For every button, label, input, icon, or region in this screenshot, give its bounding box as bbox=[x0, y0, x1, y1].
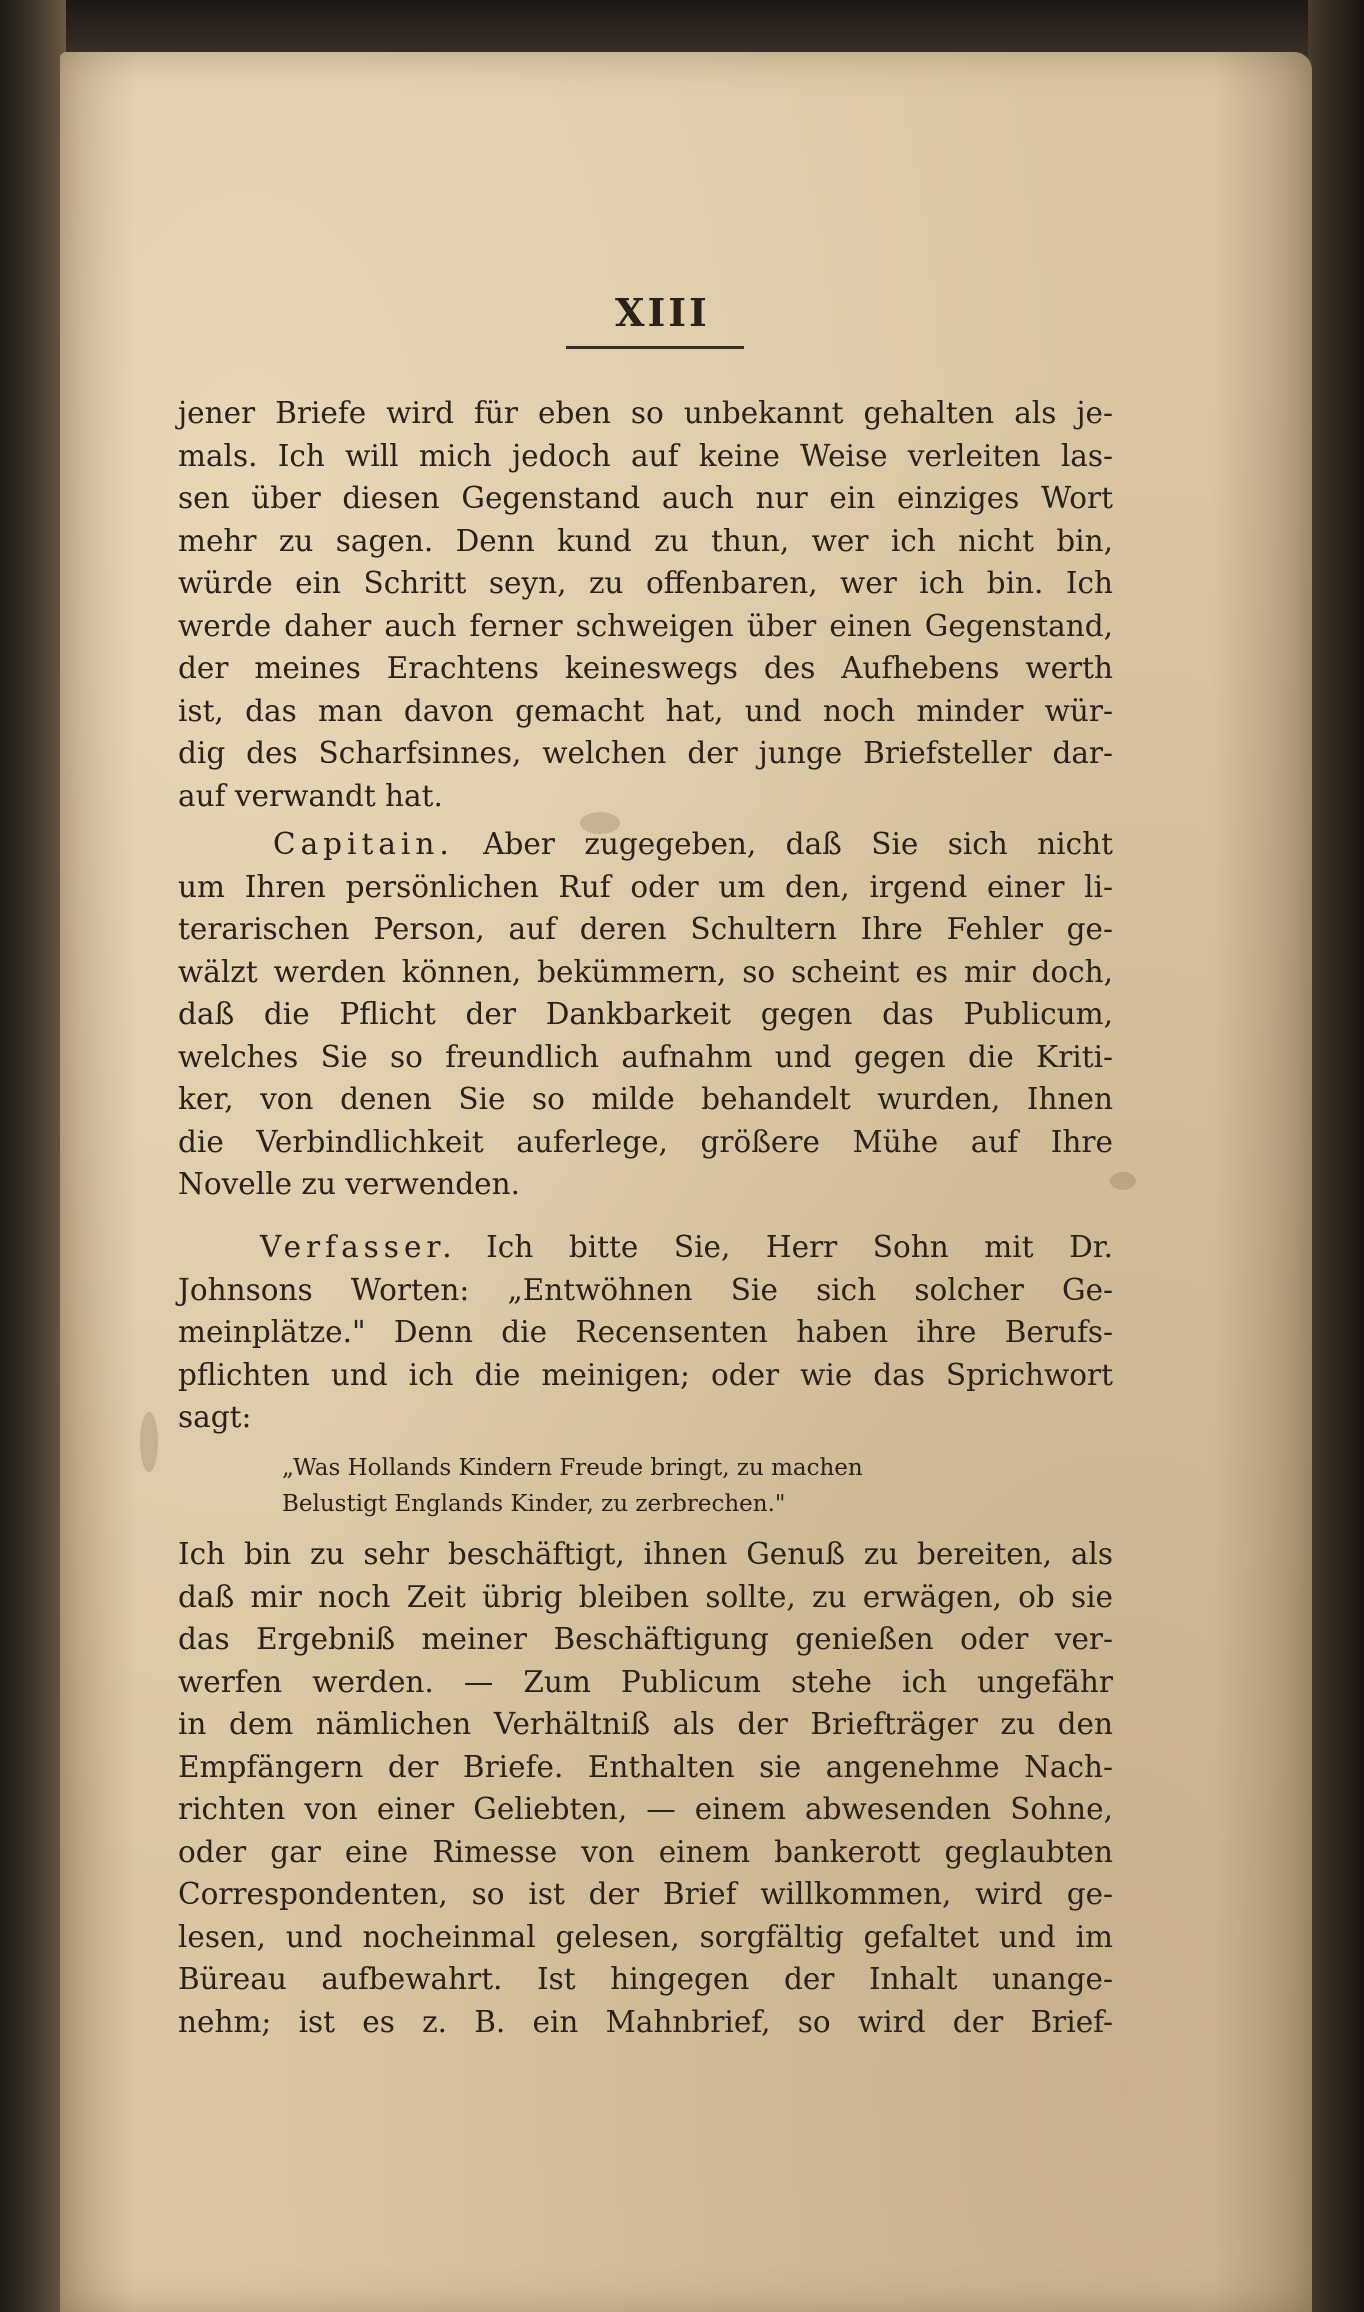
book-binding-left bbox=[0, 0, 66, 2312]
text-line: würde ein Schritt seyn, zu offenbaren, wer ich bin. Ich bbox=[178, 566, 1113, 600]
paragraph-1 bbox=[178, 392, 1113, 817]
text-line: Johnsons Worten: „Entwöhnen Sie sich solcher Ge- bbox=[178, 1272, 1113, 1307]
text-line: ist, das man davon gemacht hat, und noch minder wür- bbox=[178, 693, 1113, 728]
text-line: in dem nämlichen Verhältniß als der Briefträger zu den bbox=[178, 1707, 1113, 1741]
text-line: Aber zugegeben, daß Sie sich nicht bbox=[483, 827, 1113, 861]
text-line: meinplätze." Denn die Recensenten haben ihre Berufs- bbox=[178, 1315, 1113, 1349]
text-line: Correspondenten, so ist der Brief willkommen, wird ge- bbox=[178, 1877, 1113, 1911]
text-line: sen über diesen Gegenstand auch nur ein einziges Wort bbox=[178, 481, 1113, 515]
text-line: terarischen Person, auf deren Schultern Ihre Fehler ge- bbox=[178, 912, 1113, 946]
paragraph-2 bbox=[178, 823, 1113, 1206]
text-line: Empfängern der Briefe. Enthalten sie angenehme Nach- bbox=[178, 1749, 1113, 1784]
text-line: sagt: bbox=[178, 1400, 252, 1434]
text-line: jener Briefe wird für eben so unbekannt gehalten als je- bbox=[178, 396, 1113, 430]
text-line: Novelle zu verwenden. bbox=[178, 1167, 520, 1201]
text-line: mals. Ich will mich jedoch auf keine Weise verleiten las- bbox=[178, 438, 1113, 473]
text-line: werde daher auch ferner schweigen über einen Gegenstand, bbox=[178, 608, 1113, 643]
text-line: wälzt werden können, bekümmern, so scheint es mir doch, bbox=[178, 954, 1113, 989]
text-line: der meines Erachtens keineswegs des Aufhebens werth bbox=[178, 651, 1113, 685]
quote-line: „Was Hollands Kindern Freude bringt, zu machen bbox=[282, 1455, 863, 1481]
paper-stain bbox=[1110, 1172, 1136, 1190]
text-line: oder gar eine Rimesse von einem bankerott geglaubten bbox=[178, 1834, 1113, 1869]
text-line-with-speaker bbox=[178, 1226, 1113, 1269]
text-line: das Ergebniß meiner Beschäftigung genießen oder ver- bbox=[178, 1622, 1113, 1656]
paragraph-4 bbox=[178, 1533, 1113, 2043]
header-rule bbox=[566, 346, 744, 349]
text-line: daß mir noch Zeit übrig bleiben sollte, zu erwägen, ob sie bbox=[178, 1579, 1113, 1614]
text-line: werfen werden. — Zum Publicum stehe ich ungefähr bbox=[178, 1664, 1113, 1699]
book-edge-top bbox=[0, 0, 1364, 58]
text-line-with-speaker bbox=[178, 823, 1113, 866]
text-line: lesen, und nocheinmal gelesen, sorgfältig gefaltet und im bbox=[178, 1919, 1113, 1954]
page-number: XIII bbox=[615, 290, 710, 335]
text-line: Ich bin zu sehr beschäftigt, ihnen Genuß zu bereiten, als bbox=[178, 1537, 1113, 1571]
quote-line: Belustigt Englands Kinder, zu zerbrechen." bbox=[282, 1491, 786, 1517]
text-line: pflichten und ich die meinigen; oder wie das Sprichwort bbox=[178, 1357, 1113, 1392]
text-line: Ich bitte Sie, Herr Sohn mit Dr. bbox=[486, 1230, 1113, 1264]
text-line: mehr zu sagen. Denn kund zu thun, wer ich nicht bin, bbox=[178, 523, 1113, 558]
book-edge-right bbox=[1308, 0, 1364, 2312]
text-line: ker, von denen Sie so milde behandelt wurden, Ihnen bbox=[178, 1082, 1113, 1116]
text-line: welches Sie so freundlich aufnahm und gegen die Kriti- bbox=[178, 1039, 1113, 1074]
speaker-label: Capitain. bbox=[273, 827, 454, 861]
text-line: dig des Scharfsinnes, welchen der junge Briefsteller dar- bbox=[178, 736, 1113, 770]
verse-quote bbox=[282, 1450, 1042, 1522]
text-line: die Verbindlichkeit auferlege, größere Mühe auf Ihre bbox=[178, 1124, 1113, 1159]
paper-stain bbox=[140, 1412, 158, 1472]
speaker-label: Verfasser. bbox=[260, 1230, 457, 1264]
text-line: Büreau aufbewahrt. Ist hingegen der Inhalt unange- bbox=[178, 1962, 1113, 1996]
paragraph-3 bbox=[178, 1226, 1113, 1439]
text-line: nehm; ist es z. B. ein Mahnbrief, so wird der Brief- bbox=[178, 2004, 1113, 2039]
text-line: um Ihren persönlichen Ruf oder um den, irgend einer li- bbox=[178, 869, 1113, 904]
text-line: richten von einer Geliebten, — einem abwesenden Sohne, bbox=[178, 1792, 1113, 1826]
text-line: auf verwandt hat. bbox=[178, 778, 443, 813]
text-line: daß die Pflicht der Dankbarkeit gegen das Publicum, bbox=[178, 997, 1113, 1031]
